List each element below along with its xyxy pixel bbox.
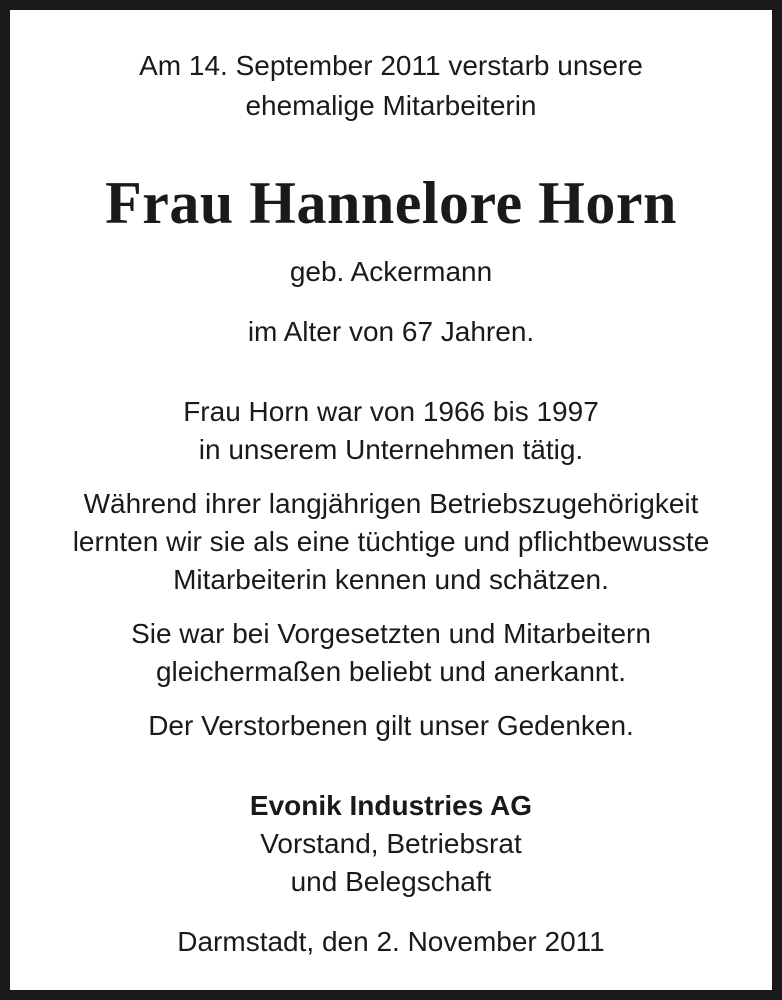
popularity-line-1: Sie war bei Vorgesetzten und Mitarbeitern xyxy=(131,618,651,649)
tenure-line-1: Frau Horn war von 1966 bis 1997 xyxy=(183,396,599,427)
tribute-line-3: Mitarbeiterin kennen und schätzen. xyxy=(173,564,609,595)
tenure-line-2: in unserem Unternehmen tätig. xyxy=(198,434,584,465)
popularity-line-2: gleichermaßen beliebt und anerkannt. xyxy=(155,656,627,687)
deceased-name: Frau Hannelore Horn xyxy=(105,170,677,236)
signature-line-2: und Belegschaft xyxy=(290,866,492,897)
remembrance-line: Der Verstorbenen gilt unser Gedenken. xyxy=(148,710,634,741)
intro-line-2: ehemalige Mitarbeiterin xyxy=(245,90,537,121)
age-line: im Alter von 67 Jahren. xyxy=(247,316,535,347)
tribute-line-2: lernten wir sie als eine tüchtige und pflichtbewusste xyxy=(72,526,710,557)
birth-name: geb. Ackermann xyxy=(289,256,493,287)
signature-company: Evonik Industries AG xyxy=(249,790,533,821)
signature-line-1: Vorstand, Betriebsrat xyxy=(260,828,522,859)
intro-line-1: Am 14. September 2011 verstarb unsere xyxy=(139,50,643,81)
tribute-line-1: Während ihrer langjährigen Betriebszugehörigkeit xyxy=(83,488,699,519)
place-date: Darmstadt, den 2. November 2011 xyxy=(177,926,605,957)
